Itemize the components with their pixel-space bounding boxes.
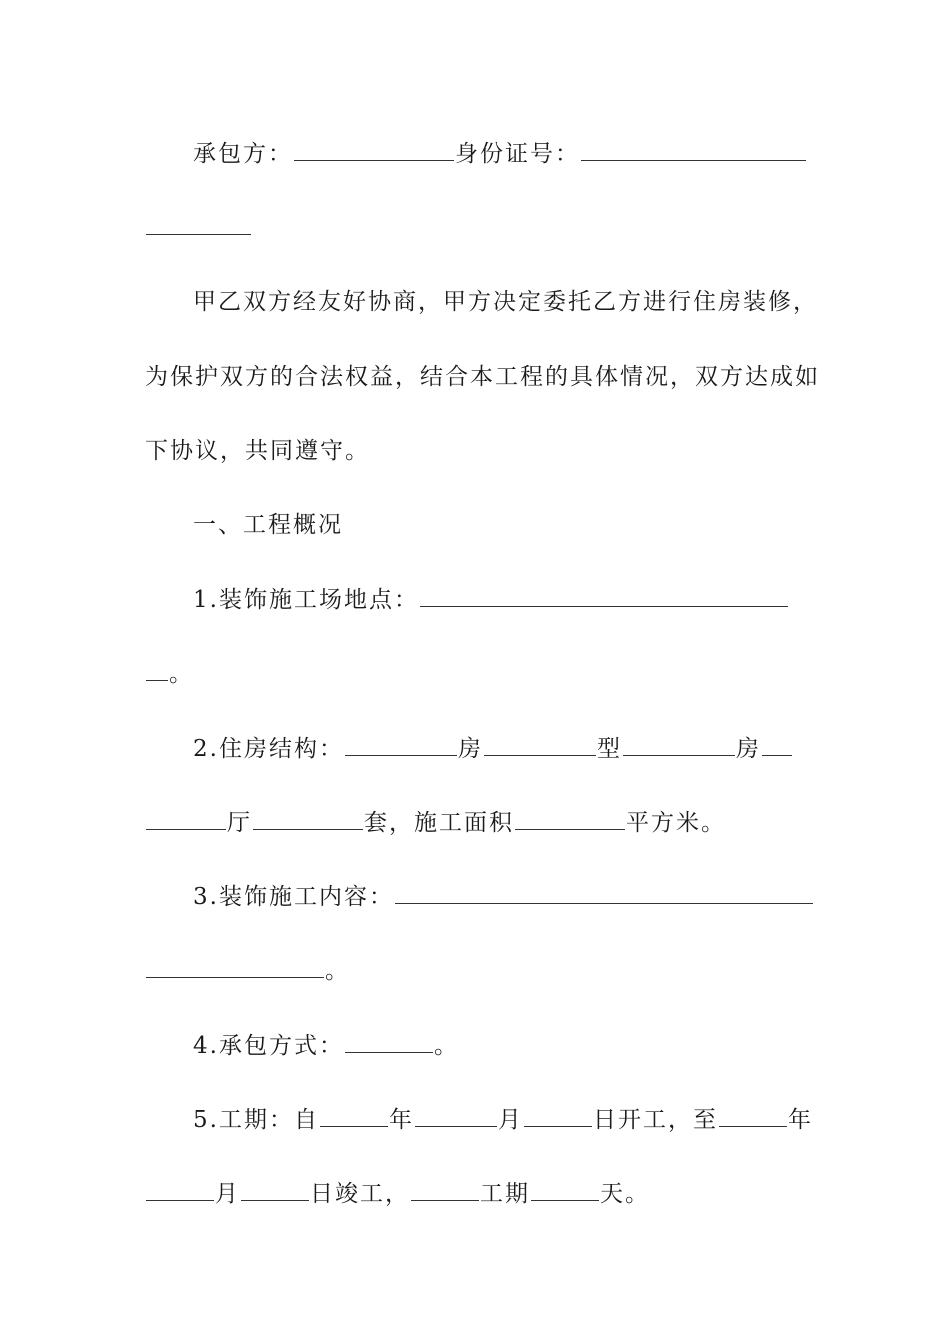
item-5-period: 工期 <box>480 1181 530 1207</box>
item-2-hall: 厅 <box>227 810 252 836</box>
item-2-type: 型 <box>596 736 622 762</box>
hall-blank-start[interactable] <box>762 733 792 756</box>
room-blank-2[interactable] <box>623 733 735 756</box>
site-blank[interactable] <box>420 584 788 607</box>
intro-line-2: 为保护双方的合法权益，结合本工程的具体情况，双方达成如 <box>145 364 820 390</box>
item-3-label: 3.装饰施工内容： <box>193 884 394 910</box>
item-5-end: 日竣工， <box>310 1181 410 1207</box>
end-month-blank[interactable] <box>146 1178 214 1201</box>
item-3-continuation <box>145 955 810 987</box>
area-blank[interactable] <box>515 807 625 830</box>
id-blank[interactable] <box>581 138 806 161</box>
item-5-days: 天。 <box>600 1181 650 1207</box>
item-2-line <box>145 733 858 765</box>
contractor-line <box>145 138 858 170</box>
item-1-continuation <box>145 658 810 690</box>
item-2-room: 房 <box>457 736 483 762</box>
item-2-set: 套，施工面积 <box>364 810 514 836</box>
item-2-continuation <box>145 807 810 839</box>
item-5-line <box>145 1104 858 1136</box>
item-1-line <box>145 584 858 616</box>
item-2-unit: 平方米。 <box>626 810 726 836</box>
total-blank[interactable] <box>411 1178 479 1201</box>
section-heading: 一、工程概况 <box>193 512 343 538</box>
id-blank-cont[interactable] <box>146 212 251 235</box>
room-blank-1[interactable] <box>345 733 457 756</box>
start-year-blank[interactable] <box>320 1104 388 1127</box>
site-blank-cont[interactable] <box>146 658 168 681</box>
id-label: 身份证号： <box>455 141 580 167</box>
method-blank[interactable] <box>345 1030 433 1053</box>
item-5-label: 5.工期：自 <box>193 1107 319 1133</box>
item-5-year: 年 <box>388 1107 414 1133</box>
item-5-year2: 年 <box>787 1107 813 1133</box>
contractor-label: 承包方： <box>193 141 293 167</box>
end-year-blank[interactable] <box>719 1104 787 1127</box>
item-2-label: 2.住房结构： <box>193 736 344 762</box>
item-4-line <box>145 1030 858 1062</box>
days-blank[interactable] <box>531 1178 599 1201</box>
item-1-end: 。 <box>169 661 194 687</box>
type-blank[interactable] <box>484 733 596 756</box>
item-3-end: 。 <box>325 958 350 984</box>
hall-blank[interactable] <box>146 807 226 830</box>
item-3-line <box>145 881 858 913</box>
item-2-room2: 房 <box>735 736 761 762</box>
item-5-continuation <box>145 1178 810 1210</box>
intro-line-3: 下协议，共同遵守。 <box>145 438 370 464</box>
end-day-blank[interactable] <box>241 1178 309 1201</box>
item-1-label: 1.装饰施工场地点： <box>193 587 419 613</box>
content-blank[interactable] <box>395 881 813 904</box>
item-5-month2: 月 <box>215 1181 240 1207</box>
item-4-label: 4.承包方式： <box>193 1033 344 1059</box>
content-blank-cont[interactable] <box>146 955 324 978</box>
start-month-blank[interactable] <box>415 1104 497 1127</box>
id-continuation-line <box>145 212 810 244</box>
set-blank[interactable] <box>253 807 363 830</box>
contractor-blank[interactable] <box>294 138 454 161</box>
item-5-start: 日开工，至 <box>592 1107 718 1133</box>
item-5-month: 月 <box>497 1107 523 1133</box>
item-4-end: 。 <box>433 1033 459 1059</box>
intro-line-1: 甲乙双方经友好协商，甲方决定委托乙方进行住房装修， <box>193 289 818 315</box>
start-day-blank[interactable] <box>524 1104 592 1127</box>
